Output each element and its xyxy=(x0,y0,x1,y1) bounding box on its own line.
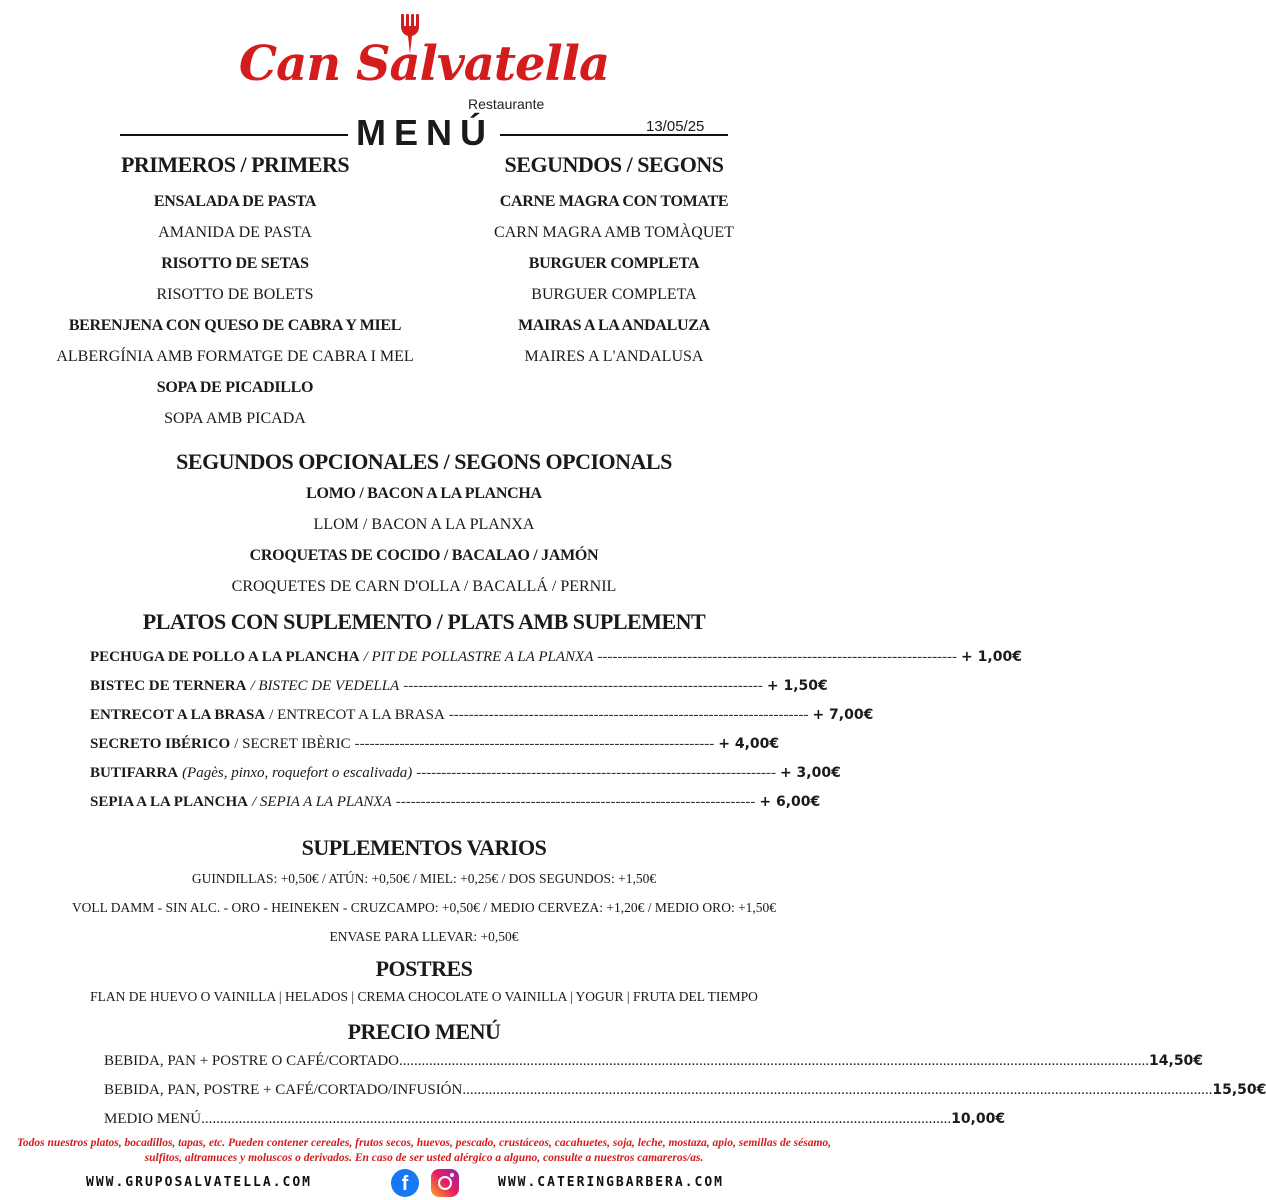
suplemento-leader: ------------------------------------------------------------------------ xyxy=(354,736,715,752)
suplemento-price: + 4,00€ xyxy=(718,736,780,752)
precio-leader: ........................................................................................................................................................................................................ xyxy=(462,1082,1213,1098)
segundos-title: SEGUNDOS / SEGONS xyxy=(504,152,724,177)
suplemento-translation: / SECRET IBÈRIC xyxy=(234,736,351,752)
precio-label: BEBIDA, PAN, POSTRE + CAFÉ/CORTADO/INFUSIÓN xyxy=(104,1082,463,1098)
suplemento-row xyxy=(90,759,841,788)
suplemento-leader: ------------------------------------------------------------------------ xyxy=(403,678,763,694)
postres-section xyxy=(0,953,848,1009)
varios-title: SUPLEMENTOS VARIOS xyxy=(301,835,547,860)
suplemento-name: PECHUGA DE POLLO A LA PLANCHA xyxy=(90,649,360,665)
segundos-item-translation: MAIRES A L'ANDALUSA xyxy=(524,348,704,365)
suplemento-leader: ------------------------------------------------------------------------ xyxy=(395,794,756,810)
suplemento-translation: / BISTEC DE VEDELLA xyxy=(250,678,400,694)
suplemento-translation: (Pagès, pinxo, roquefort o escalivada) xyxy=(182,765,413,781)
varios-line: ENVASE PARA LLEVAR: +0,50€ xyxy=(329,929,519,944)
segundos-item: BURGUER COMPLETA xyxy=(528,255,700,272)
varios-line: VOLL DAMM - SIN ALC. - ORO - HEINEKEN - CRUZCAMPO: +0,50€ / MEDIO CERVEZA: +1,20€ / MEDIO ORO: +1,50€ xyxy=(71,900,777,915)
allergy-notice: Todos nuestros platos, bocadillos, tapas, etc. Pueden contener cereales, frutos secos, huevos, pescado, crustáceos, cacahuetes, soja, leche, mostaza, apio, semillas de sésamo, sulfitos, altramuces y moluscos o derivados. En caso de ser usted alérgico a alguno, consulte a nuestros camareros/as. xyxy=(16,1137,832,1164)
suplemento-leader: ------------------------------------------------------------------------ xyxy=(448,707,809,723)
precio-value: 10,00€ xyxy=(951,1111,1006,1127)
varios-line: GUINDILLAS: +0,50€ / ATÚN: +0,50€ / MIEL: +0,25€ / DOS SEGUNDOS: +1,50€ xyxy=(191,871,657,886)
primeros-section xyxy=(20,148,450,434)
suplemento-price: + 6,00€ xyxy=(759,794,821,810)
suplemento-name: SEPIA A LA PLANCHA xyxy=(90,794,248,810)
opcionales-item-translation: CROQUETES DE CARN D'OLLA / BACALLÁ / PERNIL xyxy=(231,578,617,595)
suplemento-leader: ------------------------------------------------------------------------ xyxy=(416,765,776,781)
postres-line: FLAN DE HUEVO O VAINILLA | HELADOS | CREMA CHOCOLATE O VAINILLA | YOGUR | FRUTA DEL TIEMPO xyxy=(90,989,758,1004)
precio-value: 14,50€ xyxy=(1149,1053,1204,1069)
suplemento-row xyxy=(90,788,821,817)
precio-title: PRECIO MENÚ xyxy=(347,1019,501,1044)
suplemento-translation: / ENTRECOT A LA BRASA xyxy=(269,707,445,723)
postres-title: POSTRES xyxy=(375,956,473,981)
varios-section xyxy=(0,832,848,951)
precio-row xyxy=(104,1047,1204,1075)
primeros-item-translation: ALBERGÍNIA AMB FORMATGE DE CABRA I MEL xyxy=(56,348,414,365)
suplemento-name: BUTIFARRA xyxy=(90,765,179,781)
suplemento-translation: / SEPIA A LA PLANXA xyxy=(251,794,392,810)
suplemento-name: SECRETO IBÉRICO xyxy=(90,736,231,752)
primeros-item-translation: RISOTTO DE BOLETS xyxy=(156,286,314,303)
opcionales-section xyxy=(0,446,848,602)
brand-subtitle: Restaurante xyxy=(468,96,545,112)
footer-link-catering[interactable]: WWW.CATERINGBARBERA.COM xyxy=(498,1175,725,1190)
precio-row xyxy=(104,1105,1006,1133)
opcionales-item: CROQUETAS DE COCIDO / BACALAO / JAMÓN xyxy=(249,547,599,564)
suplemento-row xyxy=(90,730,780,759)
primeros-item-translation: AMANIDA DE PASTA xyxy=(158,224,312,241)
menu-date: 13/05/25 xyxy=(646,118,705,135)
footer-link-grupo[interactable]: WWW.GRUPOSALVATELLA.COM xyxy=(86,1175,313,1190)
precio-row xyxy=(104,1076,1266,1104)
suplemento-name: BISTEC DE TERNERA xyxy=(90,678,247,694)
opcionales-item-translation: LLOM / BACON A LA PLANXA xyxy=(313,516,535,533)
facebook-icon[interactable]: f xyxy=(391,1169,419,1197)
instagram-icon[interactable] xyxy=(431,1169,459,1197)
suplemento-leader: ------------------------------------------------------------------------ xyxy=(597,649,958,665)
suplemento-row xyxy=(90,701,874,730)
segundos-section xyxy=(464,148,764,372)
suplemento-title: PLATOS CON SUPLEMENTO / PLATS AMB SUPLEMENT xyxy=(142,609,706,634)
primeros-item-translation: SOPA AMB PICADA xyxy=(164,410,306,427)
precio-value: 15,50€ xyxy=(1212,1082,1266,1098)
primeros-item: RISOTTO DE SETAS xyxy=(161,255,309,272)
precio-label: MEDIO MENÚ xyxy=(104,1111,202,1127)
brand-name: Can Salvatella xyxy=(238,36,610,92)
precio-leader: ........................................................................................................................................................................................................ xyxy=(201,1111,952,1127)
precio-leader: ........................................................................................................................................................................................................ xyxy=(399,1053,1150,1069)
opcionales-item: LOMO / BACON A LA PLANCHA xyxy=(306,485,542,502)
page-title: MENÚ xyxy=(356,112,494,153)
suplemento-price: + 1,00€ xyxy=(961,649,1022,665)
suplemento-price: + 7,00€ xyxy=(812,707,874,723)
suplemento-row xyxy=(90,643,1022,672)
suplemento-name: ENTRECOT A LA BRASA xyxy=(90,707,266,723)
primeros-item: ENSALADA DE PASTA xyxy=(153,193,317,210)
suplemento-row xyxy=(90,672,828,701)
primeros-item: BERENJENA CON QUESO DE CABRA Y MIEL xyxy=(68,317,402,334)
opcionales-title: SEGUNDOS OPCIONALES / SEGONS OPCIONALS xyxy=(176,449,672,474)
suplemento-price: + 1,50€ xyxy=(766,678,828,694)
logo xyxy=(0,8,848,112)
primeros-item: SOPA DE PICADILLO xyxy=(156,379,314,396)
suplemento-translation: / PIT DE POLLASTRE A LA PLANXA xyxy=(363,649,594,665)
header-rule-left xyxy=(120,134,348,136)
segundos-item-translation: BURGUER COMPLETA xyxy=(531,286,697,303)
segundos-item: MAIRAS A LA ANDALUZA xyxy=(518,317,710,334)
primeros-title: PRIMEROS / PRIMERS xyxy=(120,152,350,177)
suplemento-price: + 3,00€ xyxy=(779,765,841,781)
precio-label: BEBIDA, PAN + POSTRE O CAFÉ/CORTADO xyxy=(104,1053,400,1069)
segundos-item-translation: CARN MAGRA AMB TOMÀQUET xyxy=(494,224,734,241)
segundos-item: CARNE MAGRA CON TOMATE xyxy=(499,193,729,210)
